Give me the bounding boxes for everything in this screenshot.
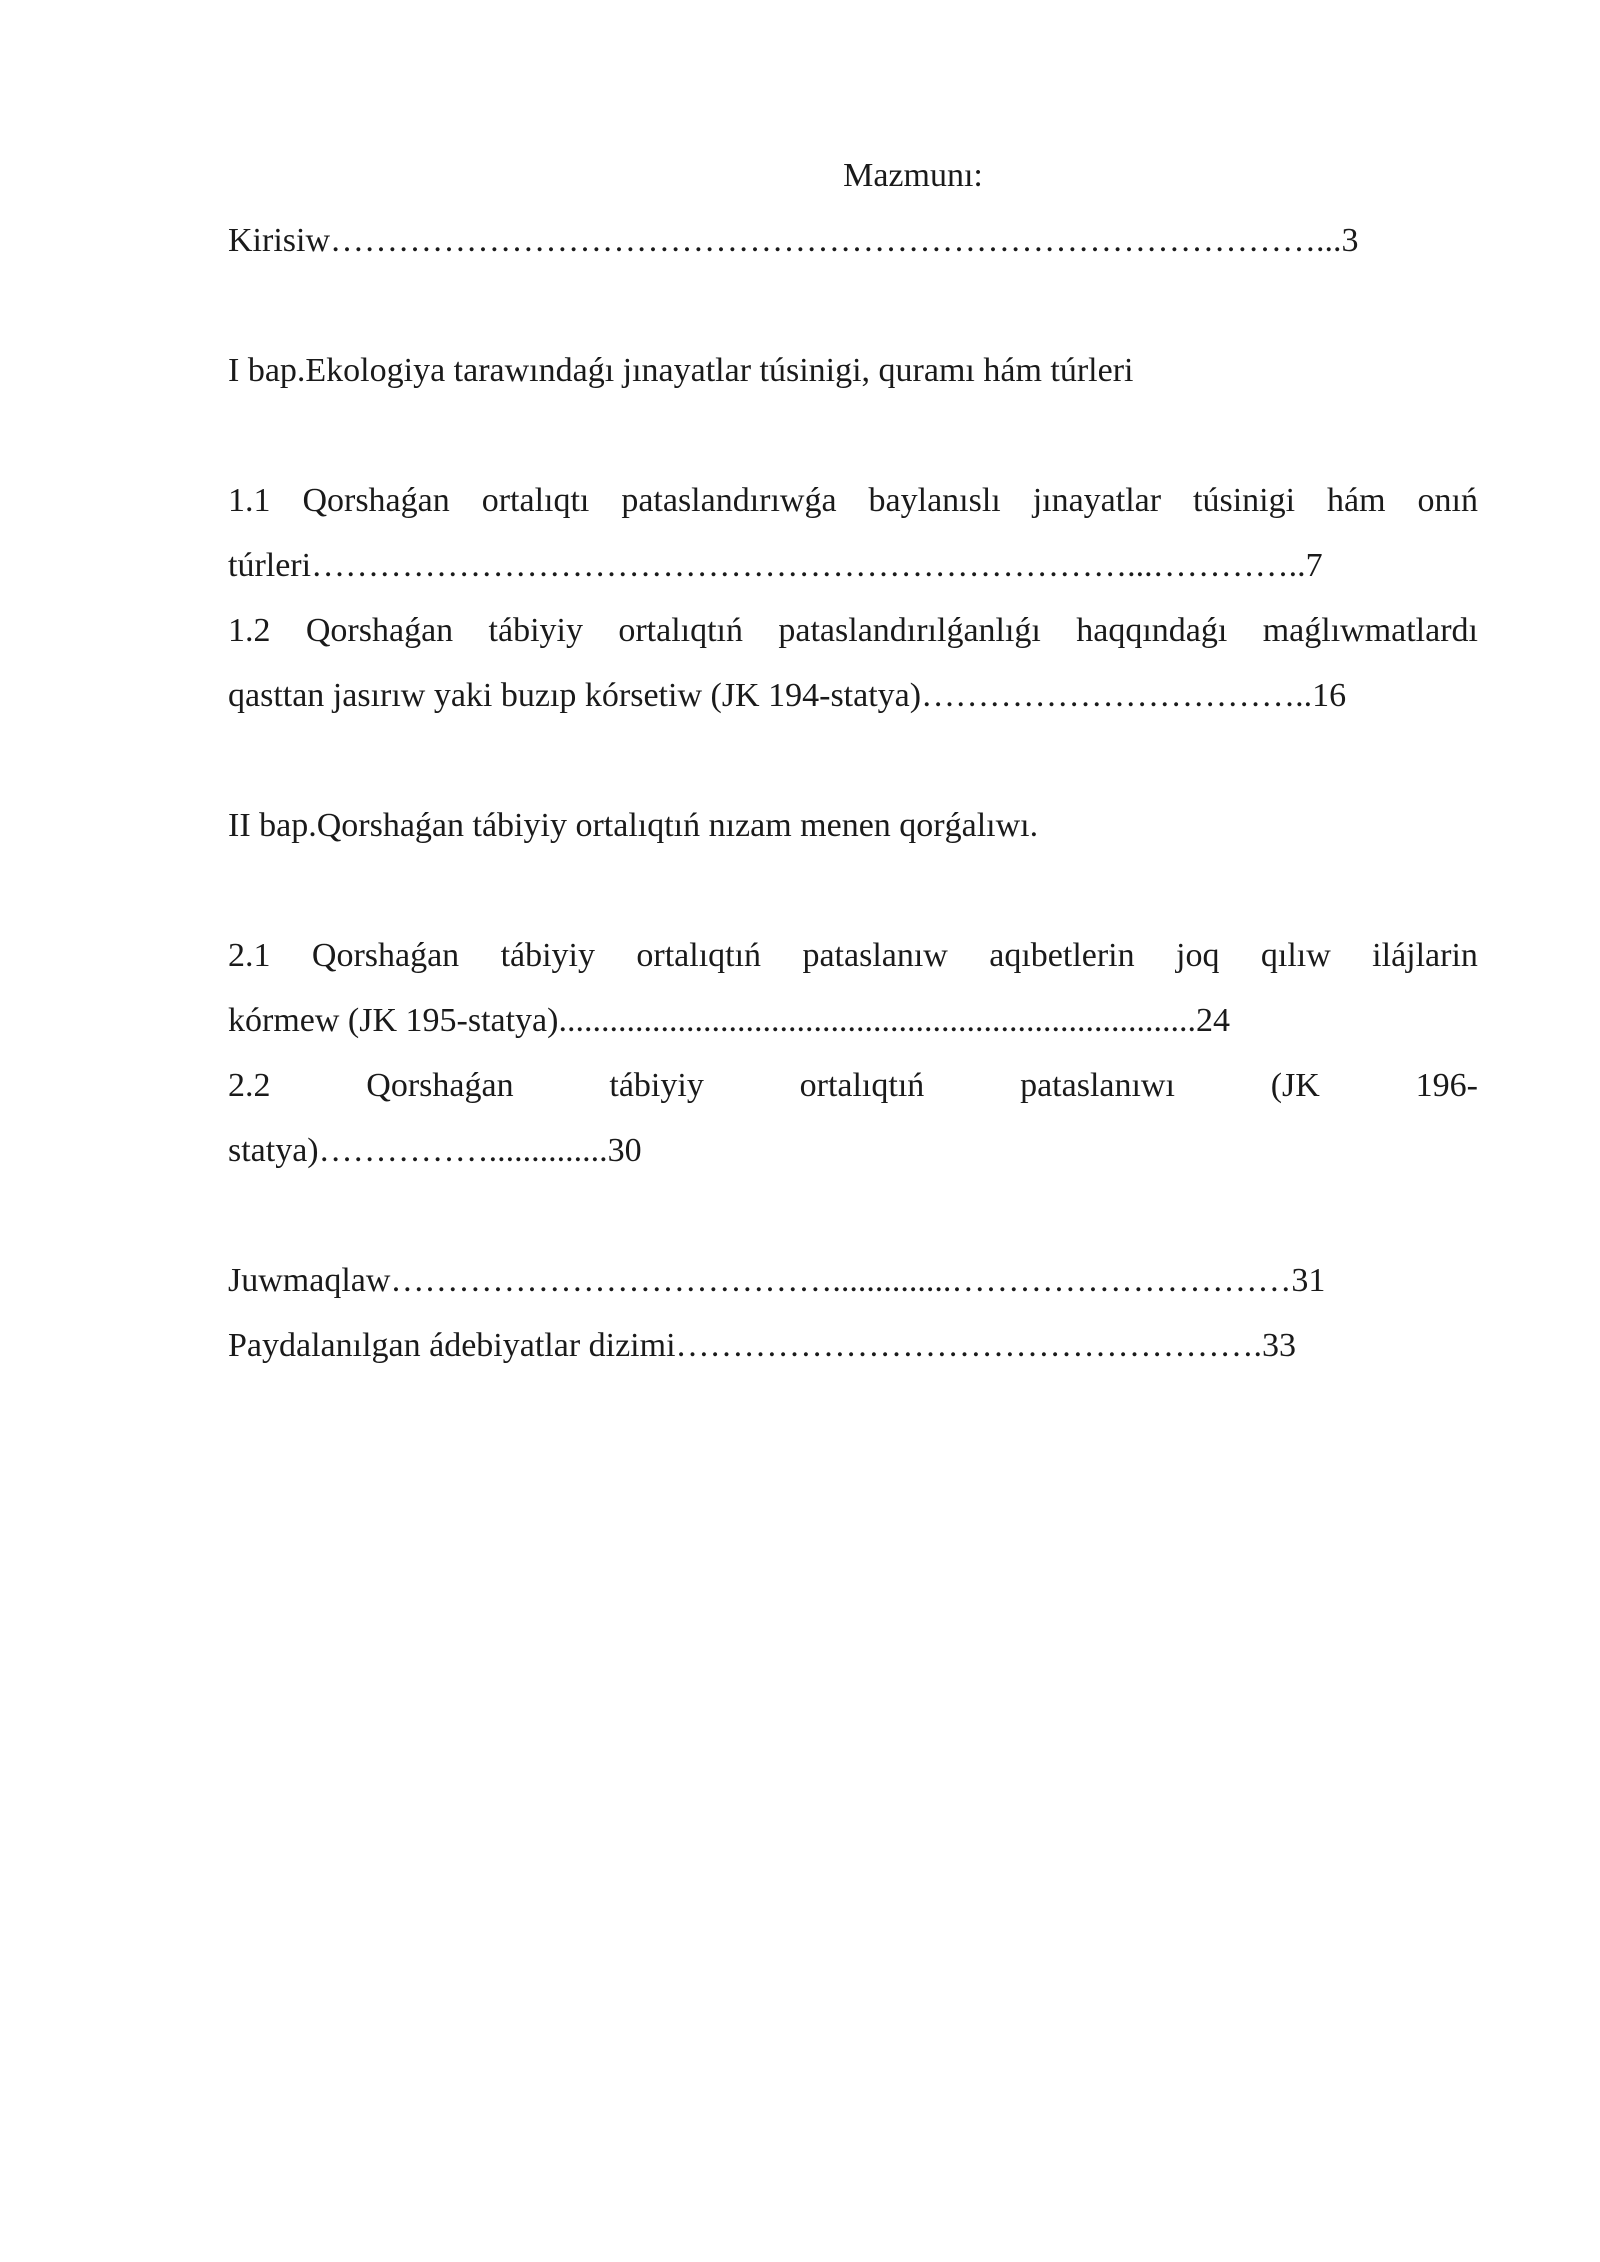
toc-entry-1-1-line2: túrleri………………………………………………………………...…………..7 <box>228 547 1323 584</box>
toc-entry-bibliography: Paydalanılgan ádebiyatlar dizimi…………………………………………….33 <box>228 1327 1297 1364</box>
spacer <box>228 728 1478 793</box>
table-of-contents <box>228 143 1478 1378</box>
spacer <box>228 1183 1478 1248</box>
toc-entry-intro: Kirisiw……………………………………………………………………………...3 <box>228 222 1359 259</box>
page-title: Mazmunı: <box>843 157 983 194</box>
toc-chapter-2: II bap.Qorshaǵan tábiyiy ortalıqtıń nızam menen qorǵalıwı. <box>228 807 1039 844</box>
toc-entry-2-1-line2: kórmew (JK 195-statya)...........................................................................24 <box>228 1002 1230 1039</box>
toc-entry-2-1-line1: 2.1 Qorshaǵan tábiyiy ortalıqtıń pataslanıw aqıbetlerin joq qılıw ilájlarin <box>228 937 1478 974</box>
spacer <box>228 858 1478 923</box>
spacer <box>228 273 1478 338</box>
toc-entry-1-2-line1: 1.2 Qorshaǵan tábiyiy ortalıqtıń pataslandırılǵanlıǵı haqqındaǵı maǵlıwmatlardı <box>228 612 1478 649</box>
toc-entry-2-2-line1: 2.2 Qorshaǵan tábiyiy ortalıqtıń pataslanıwı (JK 196- <box>228 1067 1478 1104</box>
spacer <box>228 403 1478 468</box>
toc-entry-1-1-line1: 1.1 Qorshaǵan ortalıqtı pataslandırıwǵa baylanıslı jınayatlar túsinigi hám onıń <box>228 482 1478 519</box>
toc-entry-2-2-line2: statya)……………..............30 <box>228 1132 642 1169</box>
toc-entry-conclusion: Juwmaqlaw…………………………………..............…………………………31 <box>228 1262 1326 1299</box>
toc-entry-1-2-line2: qasttan jasırıw yaki buzıp kórsetiw (JK 194-statya)……………………………..16 <box>228 677 1347 714</box>
toc-chapter-1: I bap.Ekologiya tarawındaǵı jınayatlar túsinigi, quramı hám túrleri <box>228 352 1134 389</box>
